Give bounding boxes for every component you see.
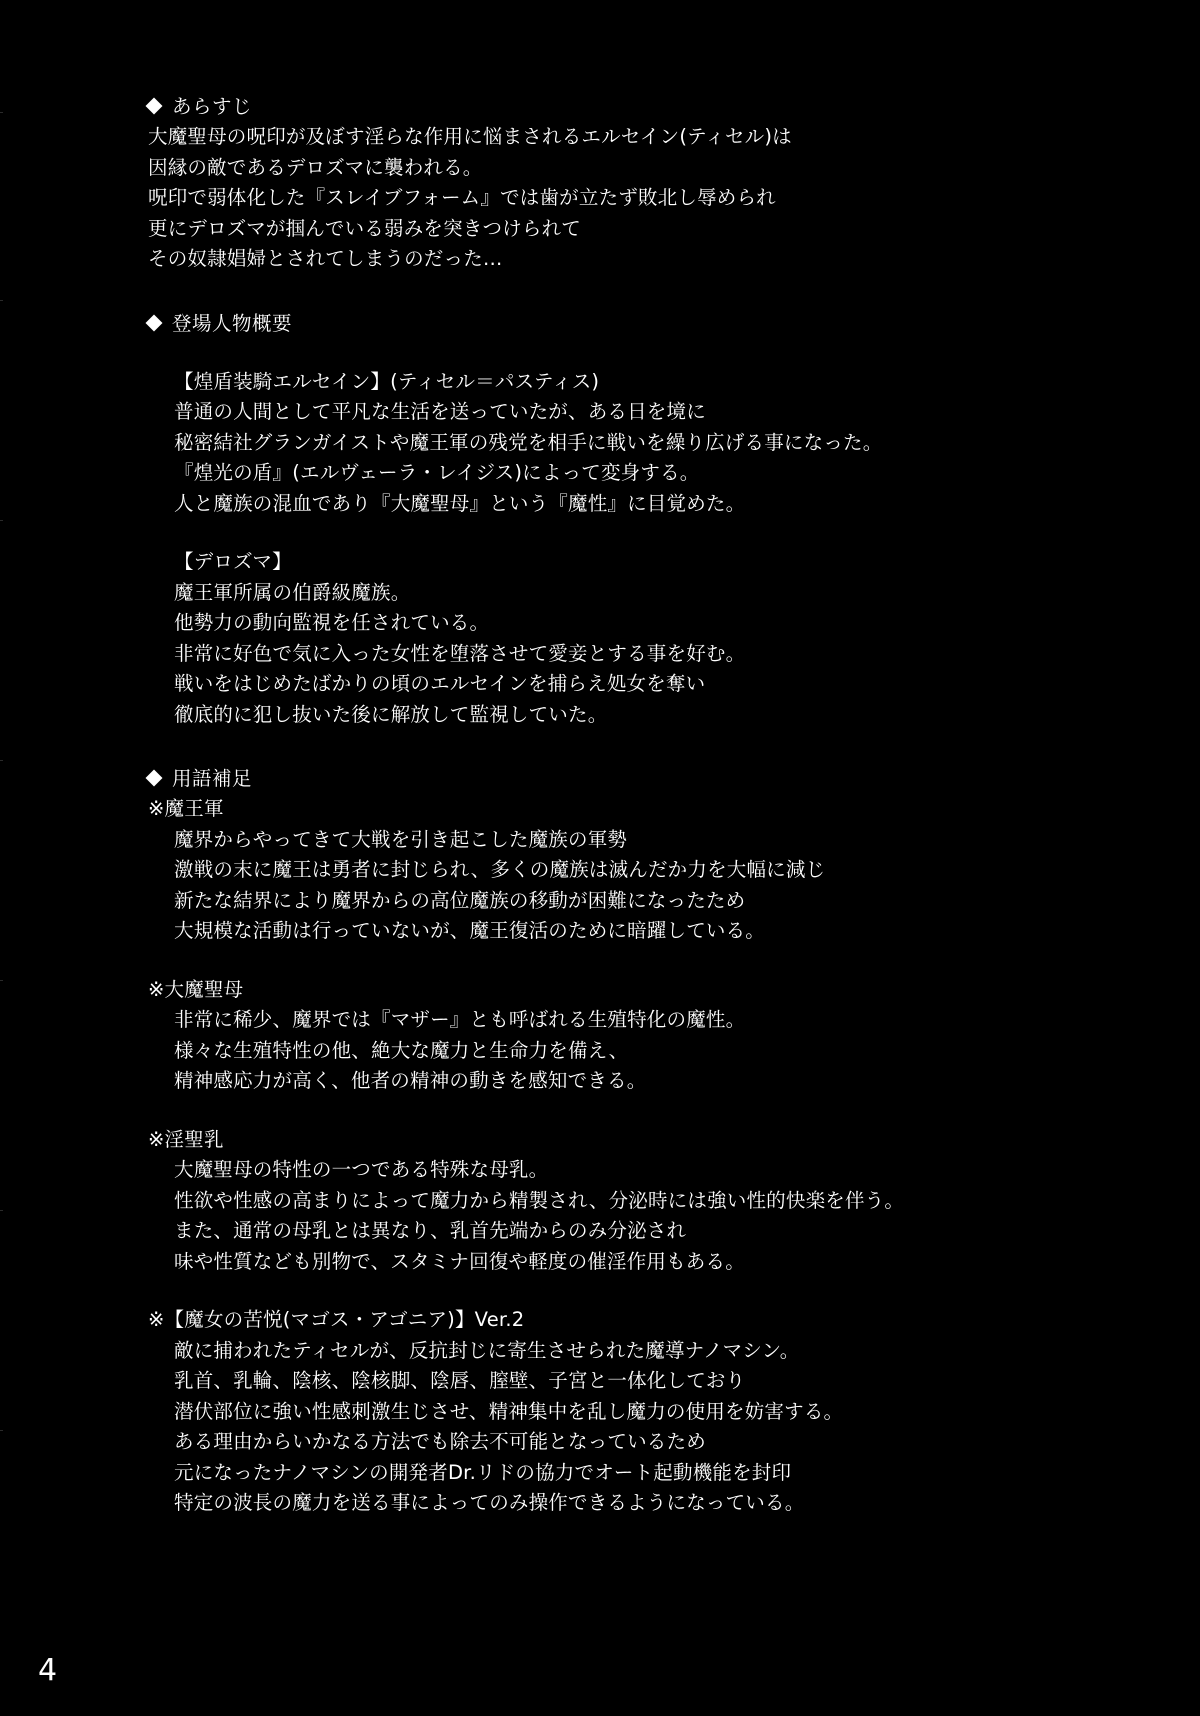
character-line: 徹底的に犯し抜いた後に解放して監視していた。 [174,702,608,726]
spacer [148,339,1068,367]
character-line: 魔王軍所属の伯爵級魔族。 [174,580,411,604]
synopsis-heading-label: あらすじ [172,95,253,118]
glossary-line: 魔界からやってきて大戦を引き起こした魔族の軍勢 [174,827,628,851]
spacer [148,730,1068,764]
diamond-bullet-icon [146,98,163,115]
spacer [148,1277,1068,1305]
spacer [148,275,1068,309]
glossary-description [148,1336,1068,1519]
character-line: 戦いをはじめたばかりの頃のエルセインを捕らえ処女を奪い [174,672,706,695]
spacer [148,947,1068,975]
character-name: 【煌盾装騎エルセイン】(ティセル＝パスティス) [174,369,600,393]
character-line: 人と魔族の混血であり『大魔聖母』という『魔性』に目覚めた。 [174,491,746,515]
glossary-line: ある理由からいかなる方法でも除去不可能となっているため [174,1430,706,1453]
character-line: 『煌光の盾』(エルヴェーラ・レイジス)によって変身する。 [174,461,700,484]
character-description [174,578,1068,731]
synopsis-line: 大魔聖母の呪印が及ぼす淫らな作用に悩まされるエルセイン(ティセル)は [148,125,792,148]
glossary-line: 新たな結界により魔界からの高位魔族の移動が困難になったため [174,888,746,912]
synopsis-line: その奴隷娼婦とされてしまうのだった… [148,247,503,270]
character-line: 秘密結社グランガイストや魔王軍の残党を相手に戦いを繰り広げる事になった。 [174,430,883,454]
glossary-line: 特定の波長の魔力を送る事によってのみ操作できるようになっている。 [174,1491,805,1514]
glossary-heading [148,764,1068,794]
character-name: 【デロズマ】 [174,550,292,573]
glossary-entry [148,1125,1068,1278]
synopsis-heading [148,92,1068,122]
glossary-line: 非常に稀少、魔界では『マザー』とも呼ばれる生殖特化の魔性。 [174,1008,746,1031]
character-line: 普通の人間として平凡な生活を送っていたが、ある日を境に [174,400,706,423]
glossary-term: ※淫聖乳 [148,1127,224,1151]
glossary-line: 乳首、乳輪、陰核、陰核脚、陰唇、膣壁、子宮と一体化しており [174,1369,746,1392]
page-number: 4 [38,1653,58,1688]
glossary-entry [148,975,1068,1097]
synopsis-line: 因縁の敵であるデロズマに襲われる。 [148,155,483,179]
glossary-line: 元になったナノマシンの開発者Dr.リドの協力でオート起動機能を封印 [174,1460,792,1484]
character-line: 非常に好色で気に入った女性を堕落させて愛妾とする事を好む。 [174,641,746,665]
glossary-term: ※【魔女の苦悦(マゴス・アゴニア)】Ver.2 [148,1308,525,1331]
diamond-bullet-icon [146,770,163,787]
page-edge-marks [0,0,8,1716]
characters-heading [148,309,1068,339]
glossary-line: 様々な生殖特性の他、絶大な魔力と生命力を備え、 [174,1038,629,1062]
page-content [148,92,1068,1519]
spacer [148,519,1068,547]
synopsis-line: 更にデロズマが掴んでいる弱みを突きつけられて [148,216,582,240]
glossary-line: 性欲や性感の高まりによって魔力から精製され、分泌時には強い性的快楽を伴う。 [174,1188,905,1212]
diamond-bullet-icon [146,314,163,331]
glossary-line: 潜伏部位に強い性感刺激生じさせ、精神集中を乱し魔力の使用を妨害する。 [174,1399,844,1423]
glossary-description [148,1155,1068,1277]
character-entry [148,367,1068,520]
character-line: 他勢力の動向監視を任されている。 [174,611,490,634]
section-characters [148,309,1068,731]
glossary-line: 味や性質なども別物で、スタミナ回復や軽度の催淫作用もある。 [174,1249,745,1273]
glossary-description [148,825,1068,947]
synopsis-line: 呪印で弱体化した『スレイブフォーム』では歯が立たず敗北し辱められ [148,186,776,209]
glossary-line: 大魔聖母の特性の一つである特殊な母乳。 [174,1158,549,1181]
glossary-line: 大規模な活動は行っていないが、魔王復活のために暗躍している。 [174,919,766,942]
glossary-line: また、通常の母乳とは異なり、乳首先端からのみ分泌され [174,1219,687,1242]
character-entry [148,547,1068,730]
glossary-entry [148,794,1068,947]
section-glossary [148,764,1068,1519]
glossary-term: ※魔王軍 [148,797,224,820]
glossary-heading-label: 用語補足 [172,767,253,790]
synopsis-body [148,122,1068,275]
character-description [174,397,1068,519]
spacer [148,1097,1068,1125]
characters-heading-label: 登場人物概要 [172,311,293,335]
glossary-line: 激戦の末に魔王は勇者に封じられ、多くの魔族は滅んだか力を大幅に減じ [174,858,826,881]
glossary-line: 精神感応力が高く、他者の精神の動きを感知できる。 [174,1069,647,1092]
glossary-description [148,1005,1068,1097]
glossary-entry [148,1305,1068,1519]
glossary-term: ※大魔聖母 [148,977,244,1001]
section-synopsis [148,92,1068,275]
glossary-line: 敵に捕われたティセルが、反抗封じに寄生させられた魔導ナノマシン。 [174,1338,800,1362]
